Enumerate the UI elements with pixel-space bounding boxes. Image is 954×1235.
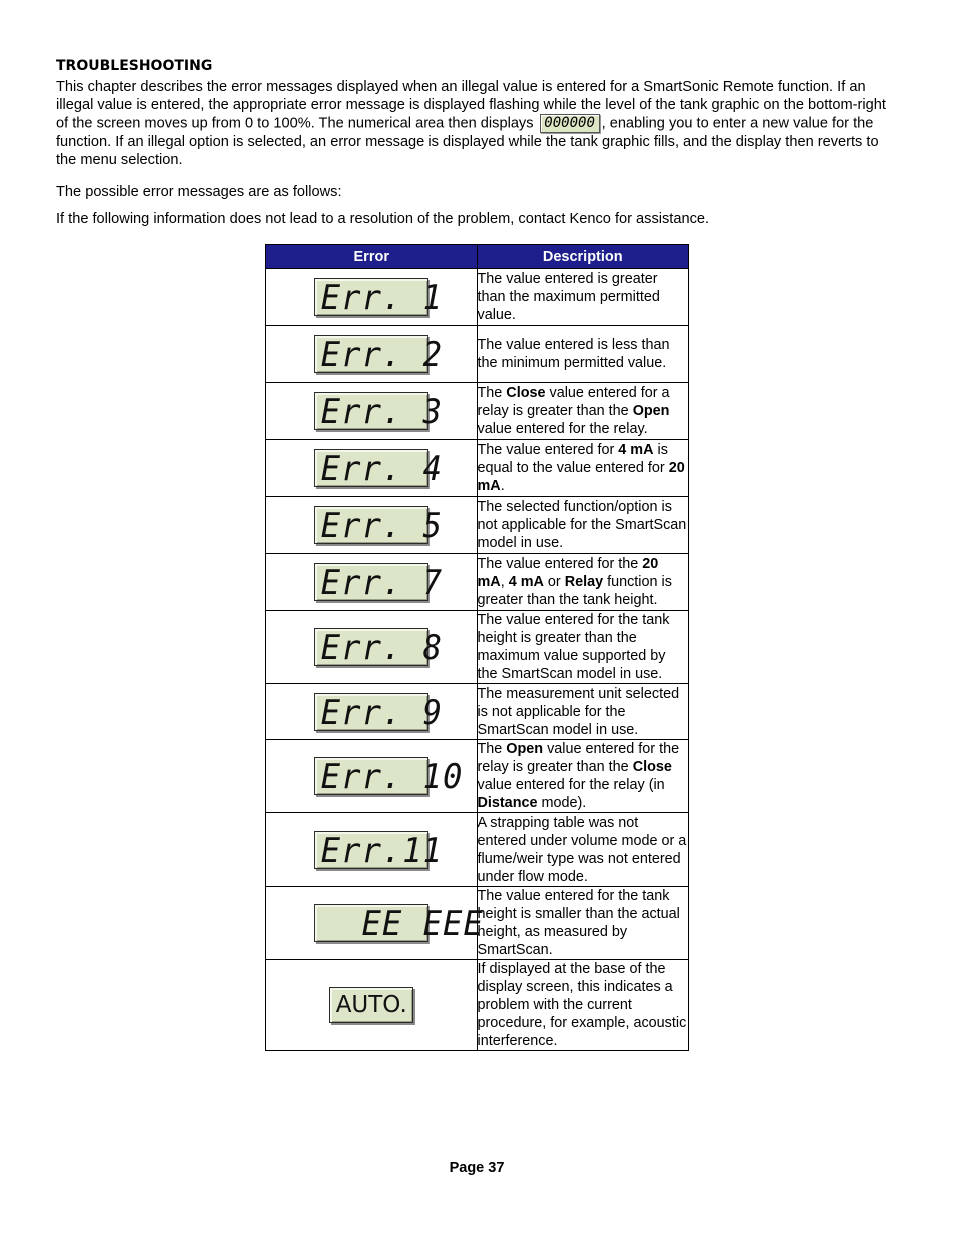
error-description: [477, 887, 689, 960]
error-description: [477, 440, 689, 497]
description-text: function is greater than the tank height.: [477, 574, 672, 608]
header-error: Error: [266, 245, 478, 269]
description-text: The value entered for the tank height is greater than the maximum value supported by the SmartScan model in use.: [477, 612, 670, 682]
description-text: ,: [500, 574, 509, 590]
error-code-cell: [266, 740, 478, 813]
lcd-error-display: Err. 2: [314, 335, 428, 373]
lcd-error-display: Err. 1: [314, 278, 428, 316]
lcd-error-display: Err. 7: [314, 563, 428, 601]
description-text: The: [477, 385, 507, 401]
lcd-error-display: Err. 9: [314, 693, 428, 731]
error-description: [477, 960, 689, 1051]
description-text: The value entered for the: [477, 556, 643, 572]
description-bold-term: Distance: [477, 795, 538, 811]
error-table: [265, 244, 689, 1051]
description-bold-term: Close: [506, 385, 546, 401]
error-description: [477, 684, 689, 740]
table-header-row: [266, 245, 689, 269]
error-description: [477, 326, 689, 383]
table-row: [266, 497, 689, 554]
error-code-cell: [266, 440, 478, 497]
error-description: [477, 554, 689, 611]
lcd-error-display: Err. 10: [314, 757, 428, 795]
table-row: [266, 440, 689, 497]
description-text: value entered for the relay is greater than the: [477, 741, 680, 775]
error-code-cell: [266, 497, 478, 554]
table-row: [266, 887, 689, 960]
description-bold-term: 4 mA: [508, 574, 544, 590]
description-bold-term: Relay: [564, 574, 604, 590]
page-number: Page 37: [449, 1160, 505, 1176]
possible-errors-text: The possible error messages are as follows:: [56, 184, 342, 200]
description-text: The measurement unit selected is not applicable for the SmartScan model in use.: [477, 685, 680, 738]
description-text: The value entered for the tank height is smaller than the actual height, as measured by SmartScan.: [477, 888, 680, 958]
description-text: or: [543, 574, 565, 590]
error-code-cell: [266, 383, 478, 440]
error-code-cell: [266, 611, 478, 684]
error-description: [477, 611, 689, 684]
table-row: [266, 740, 689, 813]
header-description: Description: [477, 245, 689, 269]
intro-text-2: , enabling you to enter a new value for the function. If an illegal option is selected, an error message is displayed while the tank graphic fills, and the display then reverts to the menu selection.: [56, 115, 879, 168]
lcd-error-display: Err. 3: [314, 392, 428, 430]
error-description: [477, 269, 689, 326]
auto-display-icon: AUTO.: [329, 987, 413, 1023]
lcd-error-display: EE EEE: [314, 904, 428, 942]
intro-text-1: This chapter describes the error messages displayed when an illegal value is entered for a SmartSonic Remote function. If an illegal value is entered, the appropriate error message is displayed flashing while the level of the tank graphic on the bottom-right of the screen moves up from 0 to 100%. The numerical area then displays: [56, 79, 886, 132]
error-description: [477, 497, 689, 554]
error-description: [477, 740, 689, 813]
description-text: The selected function/option is not applicable for the SmartScan model in use.: [477, 499, 687, 551]
error-code-cell: [266, 269, 478, 326]
description-text: value entered for a relay is greater than the: [477, 385, 670, 419]
table-row: [266, 960, 689, 1051]
description-text: is equal to the value entered for: [477, 442, 669, 476]
error-code-cell: [266, 960, 478, 1051]
table-row: [266, 326, 689, 383]
lcd-error-display: Err.11: [314, 831, 428, 869]
description-bold-term: Open: [506, 741, 544, 757]
description-bold-term: 20 mA: [477, 556, 659, 590]
table-row: [266, 554, 689, 611]
numeric-display-icon: 000000: [540, 114, 600, 133]
description-bold-term: Open: [632, 403, 670, 419]
error-code-cell: [266, 684, 478, 740]
description-text: If displayed at the base of the display screen, this indicates a problem with the current procedure, for example, acoustic interference.: [477, 961, 687, 1049]
table-row: [266, 684, 689, 740]
table-row: [266, 611, 689, 684]
description-bold-term: Close: [632, 759, 672, 775]
error-code-cell: [266, 887, 485, 960]
description-text: The value entered is greater than the maximum permitted value.: [477, 271, 660, 323]
error-code-cell: [266, 813, 478, 887]
description-text: value entered for the relay (in: [477, 777, 665, 793]
description-text: The value entered is less than the minimum permitted value.: [477, 337, 670, 371]
lcd-error-display: Err. 4: [314, 449, 428, 487]
description-text: value entered for the relay.: [477, 421, 648, 437]
lcd-error-display: Err. 8: [314, 628, 428, 666]
lcd-error-display: Err. 5: [314, 506, 428, 544]
error-code-cell: [266, 554, 478, 611]
error-description: [477, 813, 689, 887]
table-row: [266, 383, 689, 440]
table-row: [266, 269, 689, 326]
description-text: The value entered for: [477, 442, 619, 458]
description-text: mode).: [537, 795, 587, 811]
intro-paragraph: [56, 78, 901, 169]
table-row: [266, 813, 689, 887]
contact-text: If the following information does not lead to a resolution of the problem, contact Kenco for assistance.: [56, 211, 710, 227]
description-text: The: [477, 741, 507, 757]
error-description: [477, 383, 689, 440]
description-text: .: [500, 478, 505, 494]
error-code-cell: [266, 326, 478, 383]
page-heading: TROUBLESHOOTING: [56, 58, 213, 74]
description-bold-term: 4 mA: [618, 442, 654, 458]
description-bold-term: 20 mA: [477, 460, 685, 494]
description-text: A strapping table was not entered under volume mode or a flume/weir type was not entered under flow mode.: [477, 814, 687, 885]
